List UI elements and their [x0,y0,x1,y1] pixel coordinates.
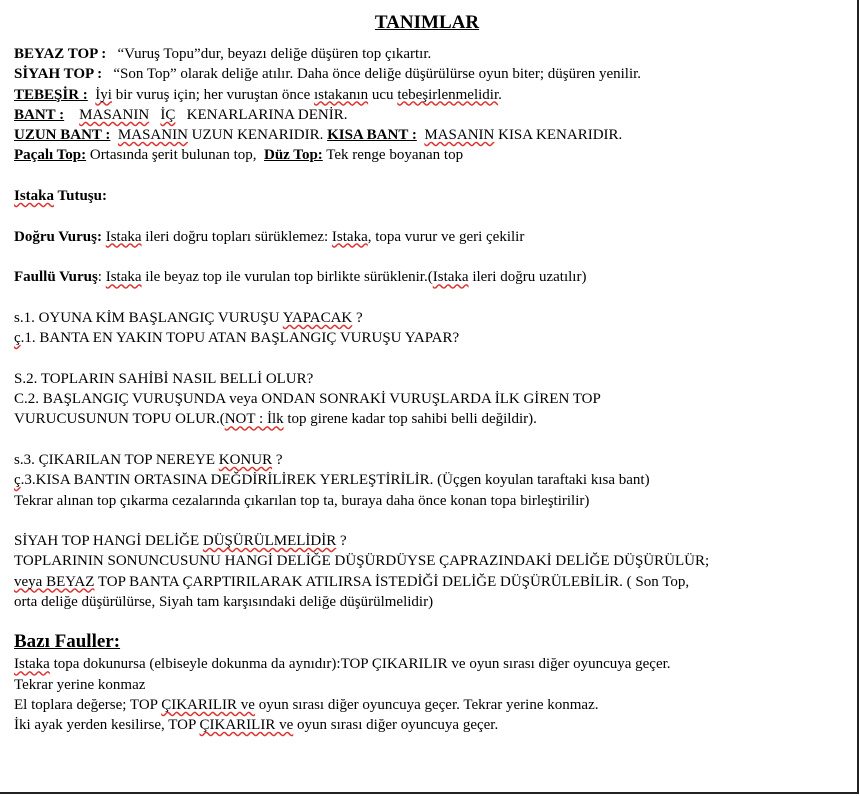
document-title: TANIMLAR [374,12,480,33]
answer-4-line-2: veya BEYAZ TOP BANTA ÇARPTIRILARAK ATILIRSA İSTEDİĞİ DELİĞE DÜŞÜRÜLEBİLİR. ( Son Top, [14,573,690,590]
definition-bant: BANT : MASANIN İÇ KENARLARINA DENİR. [14,106,348,123]
document-body [14,10,850,736]
answer-3-line-1: ç.3.KISA BANTIN ORTASINA DEĞDİRİLİREK YERLEŞTİRİLİR. (Üçgen koyulan taraftaki kısa bant) [14,472,650,489]
definition-dogru-vurus: Doğru Vuruş: Istaka ileri doğru topları sürüklemez: Istaka, topa vurur ve geri çekilir [14,228,525,245]
answer-2-line-2: VURUCUSUNUN TOPU OLUR.(NOT : İlk top girene kadar top sahibi belli değildir). [14,411,537,428]
definition-uzun-kisa-bant: UZUN BANT : MASANIN UZUN KENARIDIR. KISA BANT : MASANIN KISA KENARIDIR. [14,127,623,144]
answer-3-line-2: Tekrar alınan top çıkarma cezalarında çıkarılan top ta, buraya daha önce konan topa birleştirilir) [14,492,590,509]
question-2: S.2. TOPLARIN SAHİBİ NASIL BELLİ OLUR? [14,370,314,387]
definition-faullu-vurus: Faullü Vuruş: Istaka ile beyaz top ile vurulan top birlikte sürüklenir.(Istaka ileri doğru uzatılır) [14,269,587,286]
foul-line-3: El toplara değerse; TOP ÇIKARILIR ve oyun sırası diğer oyuncuya geçer. Tekrar yerine konmaz. [14,696,599,713]
answer-4-line-3: orta deliğe düşürülürse, Siyah tam karşısındaki deliğe düşürülmelidir) [14,594,434,611]
heading-istaka-tutusu: Istaka Tutuşu: [14,188,107,205]
question-3: s.3. ÇIKARILAN TOP NEREYE KONUR ? [14,451,283,468]
answer-2-line-1: C.2. BAŞLANGIÇ VURUŞUNDA veya ONDAN SONRAKİ VURUŞLARDA İLK GİREN TOP [14,391,601,408]
definition-tebesir: TEBEŞİR : İyi bir vuruş için; her vuruştan önce ıstakanın ucu tebeşirlenmelidir. [14,86,502,103]
definition-pacali-duz-top: Paçalı Top: Ortasında şerit bulunan top, Düz Top: Tek renge boyanan top [14,147,464,164]
definition-siyah-top: SİYAH TOP : “Son Top” olarak deliğe atılır. Daha önce deliğe düşürülürse oyun biter; düşüren yenilir. [14,66,642,83]
definition-beyaz-top: BEYAZ TOP : “Vuruş Topu”dur, beyazı deliğe düşüren top çıkartır. [14,46,432,62]
question-4: SİYAH TOP HANGİ DELİĞE DÜŞÜRÜLMELİDİR ? [14,533,347,550]
foul-line-2: Tekrar yerine konmaz [14,676,146,693]
question-1: s.1. OYUNA KİM BAŞLANGIÇ VURUŞU YAPACAK ? [14,309,363,326]
answer-4-line-1: TOPLARININ SONUNCUSUNU HANGİ DELİĞE DÜŞÜRDÜYSE ÇAPRAZINDAKİ DELİĞE DÜŞÜRÜLÜR; [14,553,710,570]
foul-line-4: İki ayak yerden kesilirse, TOP ÇIKARILIR ve oyun sırası diğer oyuncuya geçer. [14,717,499,734]
foul-line-1: Istaka topa dokunursa (elbiseyle dokunma da aynıdır):TOP ÇIKARILIR ve oyun sırası diğer oyuncuya geçer. [14,656,671,673]
answer-1: ç.1. BANTA EN YAKIN TOPU ATAN BAŞLANGIÇ VURUŞU YAPAR? [14,330,460,347]
heading-bazi-fauller: Bazı Fauller: [14,631,121,653]
